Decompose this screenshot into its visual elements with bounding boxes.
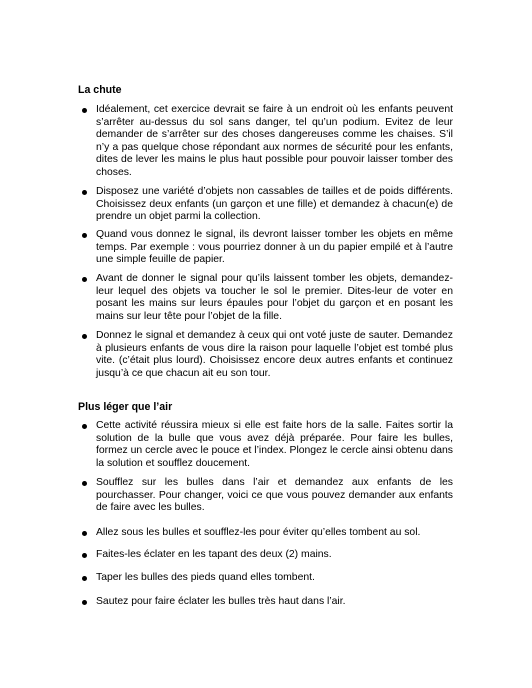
bullet-icon bbox=[82, 334, 87, 339]
list-item-text: Allez sous les bulles et soufflez-les pour éviter qu’elles tombent au sol. bbox=[96, 527, 421, 538]
list-item-text: Sautez pour faire éclater les bulles très haut dans l’air. bbox=[96, 596, 346, 607]
bullet-icon bbox=[82, 190, 87, 195]
list-item-text: Soufflez sur les bulles dans l’air et demandez aux enfants de les pourchasser. Pour changer, voici ce que vous pouvez demander aux enfants de faire avec les bulles. bbox=[96, 477, 453, 514]
bullet-icon bbox=[82, 600, 87, 605]
list-item-text: Quand vous donnez le signal, ils devront laisser tomber les objets en même temps. Par exemple : vous pourriez donner à un du papier empilé et à l’autre une simple feuille de papier. bbox=[96, 229, 453, 266]
bullet-icon bbox=[82, 553, 87, 558]
list-item-text: Faites-les éclater en les tapant des deux (2) mains. bbox=[96, 549, 332, 560]
bullet-icon bbox=[82, 277, 87, 282]
list-item-text: Disposez une variété d’objets non cassables de tailles et de poids différents. Choisissez deux enfants (un garçon et une fille) et demandez à chacun(e) de prendre un objet parmi la collection. bbox=[96, 186, 453, 223]
section-heading-la-chute: La chute bbox=[78, 84, 122, 96]
list-item-text: Taper les bulles des pieds quand elles tombent. bbox=[96, 572, 315, 583]
list-item-text: Donnez le signal et demandez à ceux qui ont voté juste de sauter. Demandez à plusieurs enfants de vous dire la raison pour laquelle l’objet est tombé plus vite. (c’était plus lourd). Choisissez encore deux autres enfants et continuez jusqu’à ce que chacun ait eu son tour. bbox=[96, 330, 453, 379]
bullet-icon bbox=[82, 233, 87, 238]
list-item-text: Cette activité réussira mieux si elle est faite hors de la salle. Faites sortir la solution de la bulle que vous avez déjà préparée. Pour faire les bulles, formez un cercle avec le pouce et l’index. Plongez le cercle ainsi obtenu dans la solution et soufflez doucement. bbox=[96, 420, 453, 469]
bullet-icon bbox=[82, 424, 87, 429]
section-heading-plus-leger: Plus léger que l’air bbox=[78, 401, 173, 413]
bullet-icon bbox=[82, 531, 87, 536]
bullet-icon bbox=[82, 108, 87, 113]
bullet-icon bbox=[82, 481, 87, 486]
list-item-text: Idéalement, cet exercice devrait se faire à un endroit où les enfants peuvent s’arrêter au-dessus du sol sans danger, tel qu’un podium. Evitez de leur demander de s’arrêter sur des choses dangereuses comme les chaises. S’il n’y a pas quelque chose répondant aux normes de sécurité pour les enfants, dites de lever les mains le plus haut possible pour pouvoir laisser tomber des choses. bbox=[96, 104, 453, 178]
bullet-icon bbox=[82, 576, 87, 581]
list-item-text: Avant de donner le signal pour qu’ils laissent tomber les objets, demandez-leur lequel des objets va toucher le sol le premier. Dites-leur de voter en posant les mains sur leurs épaules pour l’objet du garçon et en posant les mains sur leur tête pour l’objet de la fille. bbox=[96, 273, 453, 322]
